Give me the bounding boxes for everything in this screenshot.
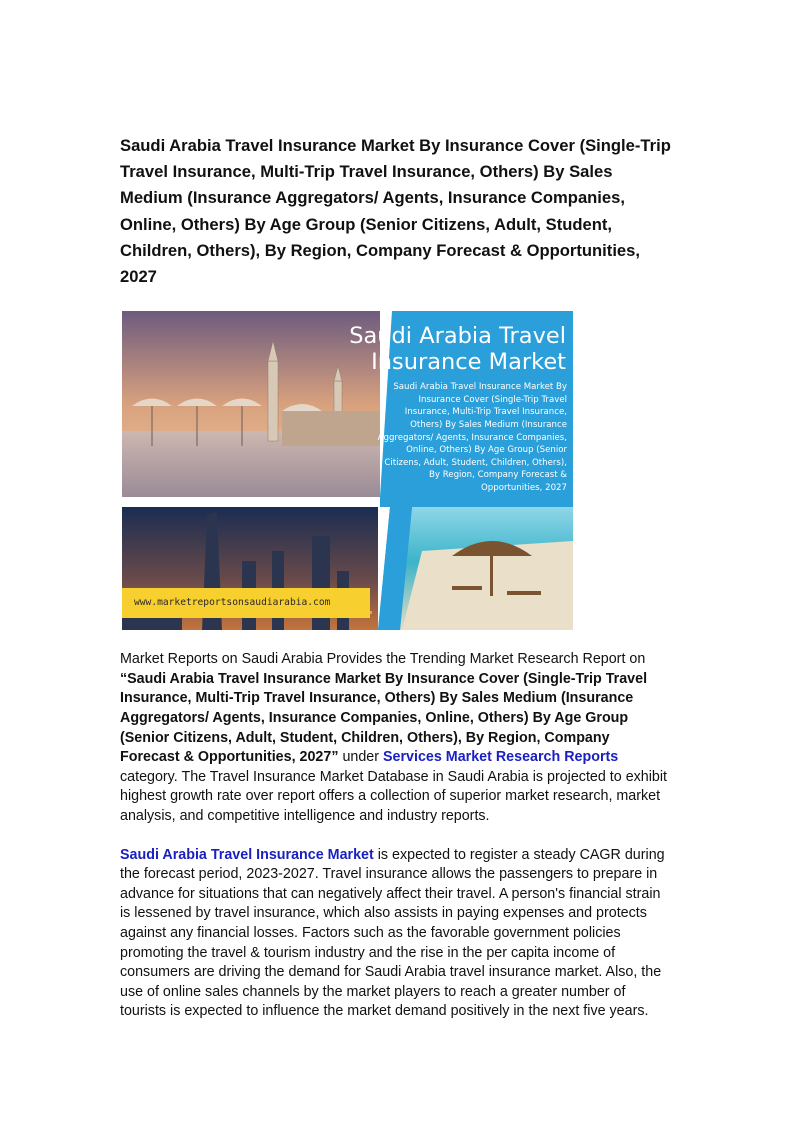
saudi-arabia-travel-insurance-market-link[interactable]: Saudi Arabia Travel Insurance Market	[120, 846, 374, 863]
banner-subtitle: Saudi Arabia Travel Insurance Market By Insurance Cover (Single-Trip Travel Insurance, Multi-Trip Travel Insurance, Others) By Sales Medium (Insurance Aggregators/ Agents, Insurance Companies, Online, Others) By Age Group (Senior Citizens, Adult, Student, Children, Others), By Region, Company Forecast & Opportunities, 2027	[377, 382, 567, 493]
report-banner-image	[122, 311, 573, 630]
intro-report-title: “Saudi Arabia Travel Insurance Market By Insurance Cover (Single-Trip Travel Insurance, Multi-Trip Travel Insurance, Others) By Sales Medium (Insurance Aggregators/ Agents, Insurance Companies, Online, Others) By Age Group (Senior Citizens, Adult, Student, Children, Others), By Region, Company Forecast & Opportunities, 2027”	[120, 670, 648, 766]
banner-url: www.marketreportsonsaudiarabia.com	[122, 588, 370, 618]
intro-paragraph	[120, 650, 672, 826]
body-paragraph	[120, 846, 672, 1022]
body-text: is expected to register a steady CAGR during the forecast period, 2023-2027. Travel insurance allows the passengers to prepare in advance for situations that can negatively affect their travel. A person's financial strain is lessened by travel insurance, which also assists in paying expenses and protects against any financial losses. Factors such as the favorable government policies promoting the travel & tourism industry and the rise in the per capita income of consumers are driving the demand for Saudi Arabia travel insurance market. Also, the use of online sales channels by the market players to reach a greater number of tourists is expected to influence the market demand positively in the next five years.	[120, 846, 665, 1020]
banner-headline	[340, 323, 566, 375]
banner-headline-line-2: Insurance Market	[371, 349, 566, 376]
document-page	[120, 133, 672, 1022]
services-market-research-reports-link[interactable]: Services Market Research Reports	[383, 749, 619, 766]
report-title: Saudi Arabia Travel Insurance Market By Insurance Cover (Single-Trip Travel Insurance, Multi-Trip Travel Insurance, Others) By Sales Medium (Insurance Aggregators/ Agents, Insurance Companies, Online, Others) By Age Group (Senior Citizens, Adult, Student, Children, Others), By Region, Company Forecast & Opportunities, 2027	[120, 136, 671, 287]
banner-headline-line-1: Saudi Arabia Travel	[349, 323, 566, 350]
intro-rest: category. The Travel Insurance Market Database in Saudi Arabia is projected to exhibit highest growth rate over report offers a collection of superior market research, market analysis, and competitive intelligence and industry reports.	[120, 768, 668, 824]
intro-under: under	[338, 749, 383, 766]
intro-lead: Market Reports on Saudi Arabia Provides the Trending Market Research Report on	[120, 651, 646, 668]
